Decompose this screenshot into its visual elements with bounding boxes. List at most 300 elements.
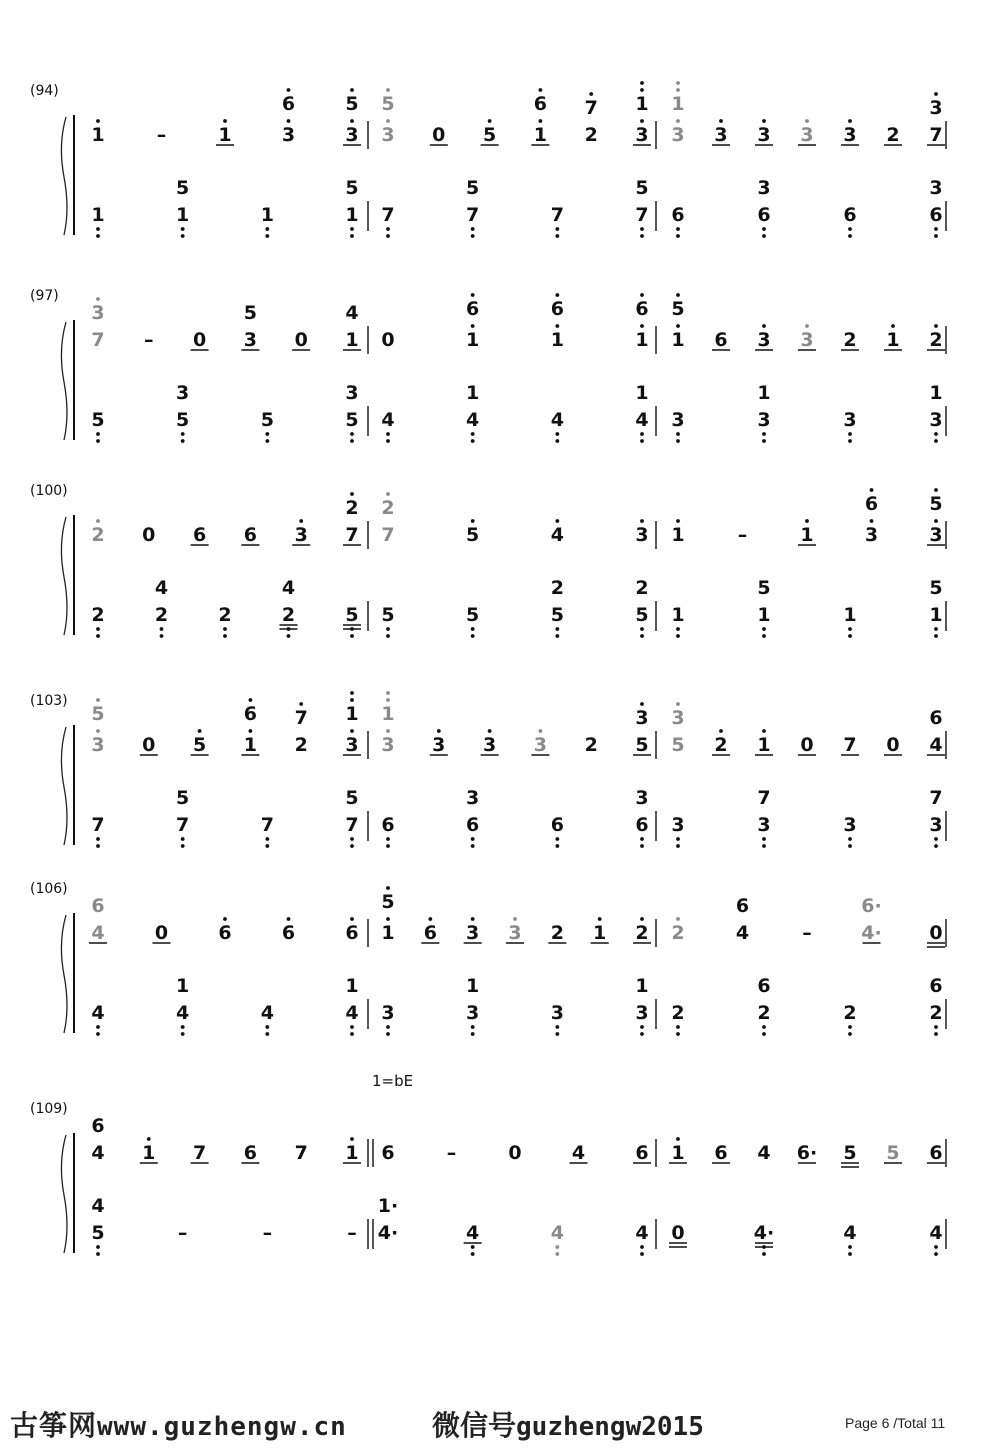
octave-up-dot — [350, 691, 354, 695]
note-digit: 7 — [91, 329, 105, 351]
octave-down-dot — [640, 432, 644, 436]
chord-digit: 7 — [584, 97, 598, 119]
note-digit: 4 — [466, 1222, 480, 1244]
octave-down-dot — [848, 234, 852, 238]
octave-down-dot — [265, 1032, 269, 1036]
octave-up-dot — [386, 492, 390, 496]
note-digit: 3 — [482, 734, 497, 756]
note-digit: 1 — [886, 329, 900, 351]
note-digit: 2 — [886, 124, 900, 146]
octave-down-dot — [762, 634, 766, 638]
octave-up-dot — [386, 698, 390, 702]
octave-down-dot — [223, 634, 227, 638]
note-digit: 5 — [635, 604, 649, 626]
chord-digit: 4 — [345, 302, 359, 324]
note-digit: 6 — [243, 1142, 258, 1164]
octave-down-dot — [96, 227, 100, 231]
note-digit: 4 — [635, 1222, 649, 1244]
note-digit: 3 — [635, 1002, 649, 1024]
note-digit: 1 — [550, 329, 564, 351]
octave-up-dot — [198, 729, 202, 733]
note-digit: 0 — [886, 734, 900, 756]
chord-digit: 5 — [929, 493, 943, 515]
note-digit: 7 — [466, 204, 480, 226]
note-digit: 7 — [260, 814, 274, 836]
note-digit: 2 — [635, 922, 649, 944]
octave-down-dot — [386, 234, 390, 238]
note-digit: 1 — [929, 604, 943, 626]
footer-site-url: www.guzhengw.cn — [97, 1412, 347, 1442]
octave-down-dot — [265, 439, 269, 443]
octave-down-dot — [181, 227, 185, 231]
octave-down-dot — [640, 1032, 644, 1036]
note-digit: 2 — [671, 1002, 685, 1024]
note-digit: 1 — [533, 124, 548, 146]
note-digit: 2 — [714, 734, 728, 756]
octave-up-dot — [762, 324, 766, 328]
note-digit: 1 — [243, 734, 258, 756]
note-digit: 0 — [800, 734, 814, 756]
octave-down-dot — [848, 1032, 852, 1036]
octave-down-dot — [848, 432, 852, 436]
octave-down-dot — [96, 234, 100, 238]
note-digit: 3 — [800, 124, 814, 146]
note-digit: 4 — [91, 922, 105, 944]
octave-down-dot — [640, 844, 644, 848]
note-digit: 3 — [243, 329, 258, 351]
chord-digit: 1 — [635, 93, 649, 115]
note-digit: 4 — [635, 409, 649, 431]
octave-up-dot — [676, 917, 680, 921]
note-digit: 7 — [176, 814, 190, 836]
octave-up-dot — [676, 1137, 680, 1141]
octave-up-dot — [598, 917, 602, 921]
octave-down-dot — [762, 432, 766, 436]
octave-down-dot — [386, 439, 390, 443]
octave-down-dot — [640, 227, 644, 231]
octave-down-dot — [265, 1025, 269, 1029]
chord-digit: 5 — [671, 298, 685, 320]
note-digit: 5 — [176, 409, 190, 431]
sustain-dash: – — [262, 1222, 273, 1244]
sustain-dash: – — [802, 922, 812, 944]
note-digit: 7 — [929, 124, 943, 146]
note-digit: 1 — [260, 204, 274, 226]
octave-down-dot — [762, 1032, 766, 1036]
note-digit: 4 — [466, 409, 480, 431]
chord-digit: 5 — [243, 302, 258, 324]
octave-down-dot — [555, 439, 559, 443]
note-digit: 2 — [843, 329, 857, 351]
note-digit: 3 — [381, 124, 395, 146]
octave-down-dot — [386, 844, 390, 848]
octave-down-dot — [96, 1025, 100, 1029]
note-digit: 7 — [91, 814, 105, 836]
octave-up-dot — [555, 519, 559, 523]
note-digit: 0 — [508, 1142, 522, 1164]
chord-digit: 2 — [550, 577, 564, 599]
note-digit: 0 — [432, 124, 446, 146]
chord-digit: 6 — [466, 298, 480, 320]
footer-site-cn: 古筝网 — [10, 1409, 98, 1442]
octave-down-dot — [181, 439, 185, 443]
octave-down-dot — [555, 1252, 559, 1256]
chord-digit: 4 — [91, 1195, 105, 1217]
note-digit: 3 — [671, 814, 685, 836]
note-digit: 1 — [381, 922, 395, 944]
octave-down-dot — [350, 1032, 354, 1036]
note-digit: 1 — [142, 1142, 156, 1164]
octave-down-dot — [181, 234, 185, 238]
chord-digit: 6 — [91, 895, 105, 917]
octave-up-dot — [299, 702, 303, 706]
octave-down-dot — [848, 1252, 852, 1256]
note-digit: 3 — [281, 124, 296, 146]
octave-down-dot — [386, 432, 390, 436]
note-digit: 3 — [381, 734, 395, 756]
octave-up-dot — [640, 917, 644, 921]
note-digit: 3 — [757, 814, 771, 836]
note-digit: 5 — [482, 124, 497, 146]
note-digit: 3 — [466, 922, 480, 944]
octave-up-dot — [805, 119, 809, 123]
octave-down-dot — [934, 432, 938, 436]
score-system — [30, 691, 946, 848]
chord-digit: 1 — [345, 975, 359, 997]
octave-down-dot — [223, 627, 227, 631]
octave-down-dot — [386, 837, 390, 841]
note-digit: 2 — [91, 524, 105, 546]
octave-down-dot — [555, 1245, 559, 1249]
chord-digit: 6 — [757, 975, 771, 997]
note-digit: 6 — [635, 1142, 649, 1164]
octave-down-dot — [471, 844, 475, 848]
chord-digit: 7 — [757, 787, 771, 809]
octave-down-dot — [350, 634, 354, 638]
note-digit: 5 — [381, 604, 395, 626]
note-digit: 2 — [757, 1002, 771, 1024]
note-digit: 6 — [550, 814, 564, 836]
octave-up-dot — [848, 119, 852, 123]
chord-digit: 5 — [929, 577, 943, 599]
note-digit: 1 — [757, 604, 771, 626]
octave-down-dot — [848, 439, 852, 443]
octave-down-dot — [386, 1032, 390, 1036]
chord-digit: 5 — [757, 577, 771, 599]
octave-up-dot — [934, 92, 938, 96]
note-digit: 4 — [550, 1222, 564, 1244]
octave-down-dot — [471, 1032, 475, 1036]
octave-down-dot — [350, 837, 354, 841]
score-systems — [30, 81, 946, 1256]
octave-up-dot — [762, 729, 766, 733]
octave-up-dot — [249, 698, 253, 702]
chord-digit: 5 — [176, 177, 190, 199]
octave-up-dot — [350, 492, 354, 496]
octave-up-dot — [934, 519, 938, 523]
octave-down-dot — [762, 627, 766, 631]
measure-number: (94) — [30, 83, 59, 99]
octave-down-dot — [96, 432, 100, 436]
note-digit: 4· — [377, 1222, 399, 1244]
note-digit: 3 — [929, 409, 943, 431]
octave-up-dot — [249, 729, 253, 733]
octave-down-dot — [762, 844, 766, 848]
note-digit: 3 — [533, 734, 548, 756]
score-system — [30, 1101, 946, 1256]
octave-up-dot — [539, 88, 543, 92]
octave-up-dot — [762, 119, 766, 123]
note-digit: 5 — [886, 1142, 900, 1164]
octave-down-dot — [934, 1252, 938, 1256]
octave-down-dot — [640, 234, 644, 238]
sustain-dash: – — [737, 524, 748, 546]
note-digit: 2 — [281, 604, 296, 626]
octave-up-dot — [386, 917, 390, 921]
note-digit: 1 — [757, 734, 771, 756]
chord-digit: 2 — [635, 577, 649, 599]
octave-down-dot — [287, 634, 291, 638]
octave-down-dot — [848, 1245, 852, 1249]
note-digit: 7 — [550, 204, 564, 226]
note-digit: 4 — [757, 1142, 771, 1164]
note-digit: 6 — [466, 814, 480, 836]
chord-digit: 6 — [550, 298, 564, 320]
octave-down-dot — [676, 844, 680, 848]
octave-up-dot — [870, 519, 874, 523]
chord-digit: 4 — [281, 577, 296, 599]
measure-number: (109) — [30, 1101, 68, 1117]
note-digit: 2 — [584, 124, 598, 146]
sustain-dash: – — [144, 329, 154, 351]
octave-down-dot — [934, 634, 938, 638]
sustain-dash: – — [446, 1142, 457, 1164]
note-digit: 2 — [294, 734, 308, 756]
octave-up-dot — [640, 119, 644, 123]
octave-down-dot — [676, 1032, 680, 1036]
octave-down-dot — [555, 837, 559, 841]
chord-digit: 1 — [635, 975, 649, 997]
chord-digit: 6 — [281, 93, 296, 115]
chord-digit: 2 — [345, 497, 359, 519]
note-digit: 3 — [381, 1002, 395, 1024]
chord-digit: 5 — [466, 177, 480, 199]
octave-up-dot — [147, 1137, 151, 1141]
octave-down-dot — [934, 837, 938, 841]
note-digit: 1 — [843, 604, 857, 626]
note-digit: 1 — [91, 124, 105, 146]
note-digit: 3 — [466, 1002, 480, 1024]
octave-down-dot — [265, 432, 269, 436]
note-digit: 6 — [635, 814, 649, 836]
chord-digit: 5 — [635, 177, 649, 199]
chord-digit: 7 — [929, 787, 943, 809]
note-digit: 3 — [671, 124, 685, 146]
score-system — [30, 81, 946, 238]
note-digit: 3 — [671, 409, 685, 431]
octave-down-dot — [96, 837, 100, 841]
octave-down-dot — [934, 439, 938, 443]
octave-up-dot — [350, 88, 354, 92]
note-digit: 5 — [260, 409, 274, 431]
octave-up-dot — [640, 702, 644, 706]
octave-down-dot — [96, 1252, 100, 1256]
note-digit: 1 — [345, 1142, 359, 1164]
octave-down-dot — [555, 1025, 559, 1029]
footer-wechat — [432, 1404, 704, 1444]
chord-digit: 5 — [381, 891, 395, 913]
note-digit: 6 — [192, 524, 207, 546]
octave-down-dot — [265, 844, 269, 848]
octave-down-dot — [934, 1032, 938, 1036]
note-digit: 6 — [345, 922, 359, 944]
note-digit: 7 — [294, 1142, 308, 1164]
note-digit: 2 — [218, 604, 232, 626]
note-digit: 6 — [671, 204, 685, 226]
note-digit: 1 — [345, 329, 359, 351]
octave-down-dot — [934, 627, 938, 631]
measure-number: (103) — [30, 693, 68, 709]
measure-number: (97) — [30, 288, 59, 304]
note-digit: 0 — [294, 329, 308, 351]
octave-up-dot — [386, 691, 390, 695]
note-digit: 1 — [671, 604, 685, 626]
note-digit: 6 — [757, 204, 771, 226]
chord-digit: 1 — [466, 975, 480, 997]
note-digit: 4 — [345, 1002, 359, 1024]
octave-down-dot — [181, 1025, 185, 1029]
note-digit: 0 — [929, 922, 943, 944]
octave-up-dot — [488, 119, 492, 123]
note-digit: 3 — [757, 124, 771, 146]
octave-up-dot — [676, 293, 680, 297]
chord-digit: 3 — [757, 177, 771, 199]
note-digit: 2 — [154, 604, 169, 626]
note-digit: 3 — [91, 734, 105, 756]
octave-down-dot — [181, 844, 185, 848]
octave-up-dot — [287, 917, 291, 921]
octave-down-dot — [160, 634, 164, 638]
chord-digit: 5 — [176, 787, 190, 809]
octave-down-dot — [181, 1032, 185, 1036]
footer-wechat-cn: 微信号 — [432, 1409, 517, 1442]
note-digit: 6 — [381, 1142, 395, 1164]
octave-up-dot — [513, 917, 517, 921]
octave-up-dot — [350, 698, 354, 702]
octave-down-dot — [555, 227, 559, 231]
note-digit: 3 — [550, 1002, 564, 1024]
octave-down-dot — [386, 1025, 390, 1029]
score-system — [30, 483, 946, 638]
note-digit: 4· — [861, 922, 882, 944]
chord-digit: 3 — [345, 382, 359, 404]
octave-down-dot — [934, 1245, 938, 1249]
note-digit: 6 — [218, 922, 232, 944]
octave-up-dot — [676, 81, 680, 85]
octave-down-dot — [160, 627, 164, 631]
octave-down-dot — [848, 227, 852, 231]
octave-down-dot — [96, 1032, 100, 1036]
octave-down-dot — [471, 634, 475, 638]
note-digit: 2 — [671, 922, 685, 944]
note-digit: 6· — [796, 1142, 818, 1164]
octave-down-dot — [848, 1025, 852, 1029]
octave-up-dot — [386, 729, 390, 733]
octave-down-dot — [676, 627, 680, 631]
octave-up-dot — [287, 119, 291, 123]
note-digit: 5 — [466, 524, 480, 546]
octave-up-dot — [676, 119, 680, 123]
note-digit: 6 — [843, 204, 857, 226]
note-digit: 3 — [635, 124, 649, 146]
note-digit: 2 — [843, 1002, 857, 1024]
brace — [61, 322, 67, 440]
score-system — [30, 881, 946, 1036]
octave-down-dot — [640, 837, 644, 841]
chord-digit: 6 — [635, 298, 649, 320]
octave-down-dot — [555, 234, 559, 238]
note-digit: 2 — [91, 604, 105, 626]
page-number: Page 6 /Total 11 — [845, 1415, 946, 1431]
octave-down-dot — [555, 844, 559, 848]
chord-digit: 3 — [635, 787, 649, 809]
note-digit: 3 — [757, 409, 771, 431]
octave-down-dot — [762, 837, 766, 841]
chord-digit: 6 — [243, 703, 258, 725]
note-digit: 1 — [345, 204, 359, 226]
note-digit: 3 — [843, 409, 857, 431]
octave-up-dot — [539, 119, 543, 123]
chord-digit: 6 — [91, 1115, 105, 1137]
octave-up-dot — [870, 488, 874, 492]
note-digit: 4 — [260, 1002, 274, 1024]
octave-up-dot — [471, 293, 475, 297]
octave-down-dot — [181, 837, 185, 841]
octave-up-dot — [640, 293, 644, 297]
chord-digit: 6 — [735, 895, 750, 917]
octave-up-dot — [589, 92, 593, 96]
octave-down-dot — [555, 627, 559, 631]
octave-down-dot — [265, 837, 269, 841]
note-digit: 1 — [671, 329, 685, 351]
octave-up-dot — [488, 729, 492, 733]
octave-up-dot — [350, 1137, 354, 1141]
note-digit: 6 — [929, 1142, 943, 1164]
note-digit: 3 — [635, 524, 649, 546]
octave-up-dot — [934, 324, 938, 328]
octave-down-dot — [350, 844, 354, 848]
octave-down-dot — [471, 1025, 475, 1029]
octave-down-dot — [640, 1245, 644, 1249]
note-digit: 5 — [843, 1142, 857, 1164]
octave-up-dot — [891, 324, 895, 328]
octave-up-dot — [437, 729, 441, 733]
note-digit: 0 — [381, 329, 395, 351]
chord-digit: 1· — [377, 1195, 399, 1217]
octave-down-dot — [350, 432, 354, 436]
chord-digit: 6 — [929, 707, 943, 729]
octave-up-dot — [428, 917, 432, 921]
chord-digit: 6 — [864, 493, 879, 515]
chord-digit: 5 — [345, 93, 359, 115]
octave-down-dot — [350, 234, 354, 238]
note-digit: 7 — [345, 524, 359, 546]
note-digit: 4 — [91, 1142, 105, 1164]
note-digit: 5 — [91, 1222, 105, 1244]
chord-digit: 6· — [861, 895, 882, 917]
note-digit: 0 — [154, 922, 169, 944]
note-digit: 6 — [423, 922, 437, 944]
